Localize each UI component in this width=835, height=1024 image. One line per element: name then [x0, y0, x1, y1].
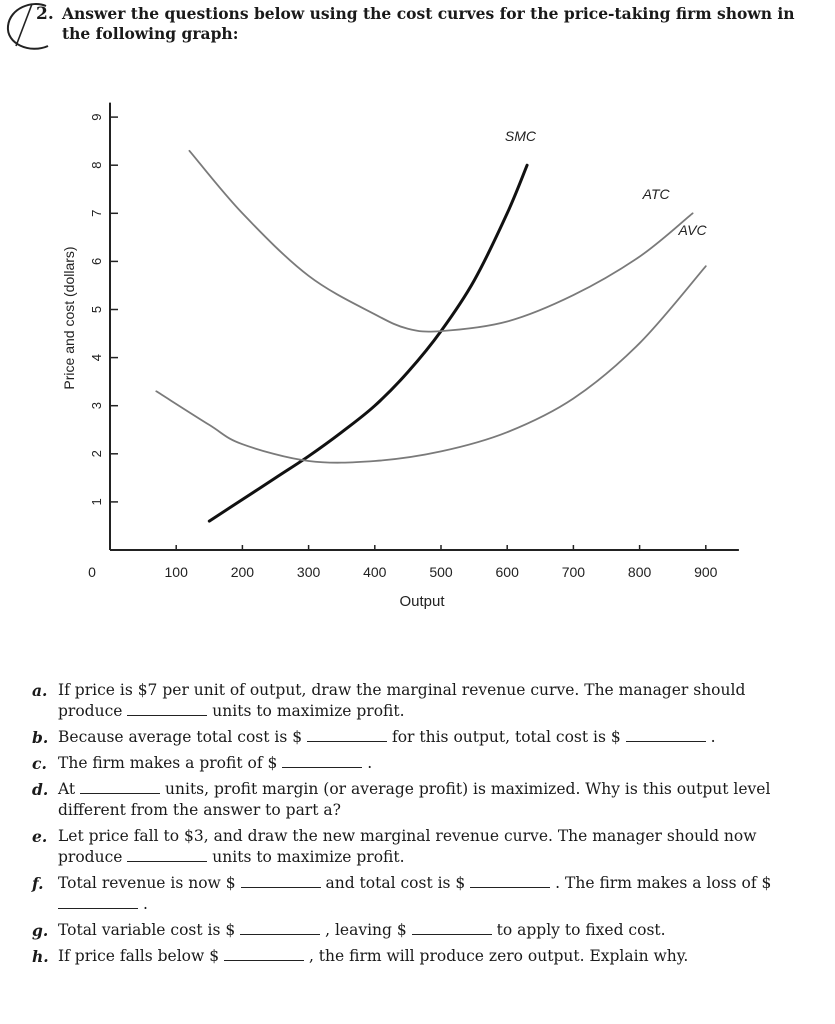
question-letter: g. [32, 921, 49, 940]
curve-atc [189, 151, 692, 332]
question-text: . [142, 895, 148, 913]
question-letter: e. [32, 827, 48, 846]
question-f [30, 873, 810, 915]
y-tick-label: 3 [89, 402, 104, 410]
question-text: Because average total cost is $ [58, 728, 303, 746]
question-text: If price is $7 per unit of output, draw the marginal revenue curve. The manager should produce [58, 681, 746, 720]
y-tick-label: 6 [89, 257, 104, 266]
curve-label-atc: ATC [642, 185, 670, 202]
x-tick-label: 600 [495, 564, 519, 580]
x-tick-label: 800 [627, 564, 652, 580]
chart-curves [156, 151, 706, 521]
question-text: . [710, 728, 716, 746]
question-b [30, 727, 810, 748]
x-tick-label: 500 [429, 564, 453, 580]
question-text: . The firm makes a loss of $ [555, 874, 772, 892]
question-e [30, 826, 810, 868]
question-text: . [367, 754, 373, 772]
curve-label-smc: SMC [504, 128, 537, 145]
question-text: for this output, total cost is $ [391, 728, 621, 746]
question-text: The firm makes a profit of $ [58, 754, 278, 772]
question-text: , leaving $ [325, 921, 407, 939]
question-text: If price falls below $ [58, 947, 220, 965]
y-tick-label: 8 [89, 161, 104, 169]
y-axis-label: Price and cost (dollars) [61, 246, 77, 390]
answer-blank[interactable] [127, 701, 207, 716]
x-tick-label: 700 [561, 564, 586, 580]
y-tick-label: 4 [89, 353, 104, 362]
question-text: Total variable cost is $ [58, 921, 236, 939]
question-letter: b. [32, 728, 49, 747]
question-list [30, 680, 810, 972]
answer-blank[interactable] [626, 727, 706, 742]
curve-label-avc: AVC [678, 221, 707, 238]
y-tick-label: 2 [89, 450, 104, 458]
question-text: units, profit margin (or average profit) is maximized. Why is this output level different from the answer to part a? [58, 780, 771, 819]
question-a [30, 680, 810, 722]
question-number: 2. [36, 4, 54, 24]
question-c [30, 753, 810, 774]
question-letter: d. [32, 780, 49, 799]
origin-label: 0 [88, 564, 96, 580]
chart-curve-labels [505, 128, 708, 238]
answer-blank[interactable] [307, 727, 387, 742]
question-d [30, 779, 810, 821]
answer-blank[interactable] [58, 894, 138, 909]
curve-avc [156, 266, 706, 462]
answer-blank[interactable] [127, 847, 207, 862]
answer-blank[interactable] [80, 779, 160, 794]
curve-smc [209, 165, 527, 521]
answer-blank[interactable] [241, 873, 321, 888]
y-tick-label: 5 [89, 305, 104, 314]
question-letter: a. [32, 681, 48, 700]
answer-blank[interactable] [240, 920, 320, 935]
x-tick-label: 100 [164, 564, 188, 580]
question-text: to apply to fixed cost. [496, 921, 666, 939]
y-tick-label: 1 [89, 498, 104, 506]
question-text: and total cost is $ [325, 874, 466, 892]
answer-blank[interactable] [224, 946, 304, 961]
question-text: units to maximize profit. [212, 702, 405, 720]
x-axis-label: Output [399, 593, 445, 610]
question-text: units to maximize profit. [212, 848, 405, 866]
answer-blank[interactable] [470, 873, 550, 888]
y-tick-label: 7 [89, 209, 104, 217]
answer-blank[interactable] [282, 753, 362, 768]
question-text: Total revenue is now $ [58, 874, 236, 892]
x-tick-label: 400 [363, 564, 387, 580]
question-letter: f. [32, 874, 44, 893]
question-h [30, 946, 810, 967]
x-tick-label: 200 [230, 564, 255, 580]
question-letter: c. [32, 754, 47, 773]
question-text: , the firm will produce zero output. Explain why. [308, 947, 689, 965]
answer-blank[interactable] [412, 920, 492, 935]
question-g [30, 920, 810, 941]
question-intro: Answer the questions below using the cost curves for the price-taking firm shown in the following graph: [62, 4, 795, 43]
question-text: Let price fall to $3, and draw the new marginal revenue curve. The manager should now produce [58, 827, 757, 866]
y-tick-label: 9 [89, 113, 104, 121]
x-tick-label: 900 [694, 564, 718, 580]
question-letter: h. [32, 947, 49, 966]
question-text: At [58, 780, 76, 798]
chart-ticks [88, 113, 718, 580]
x-tick-label: 300 [296, 564, 321, 580]
